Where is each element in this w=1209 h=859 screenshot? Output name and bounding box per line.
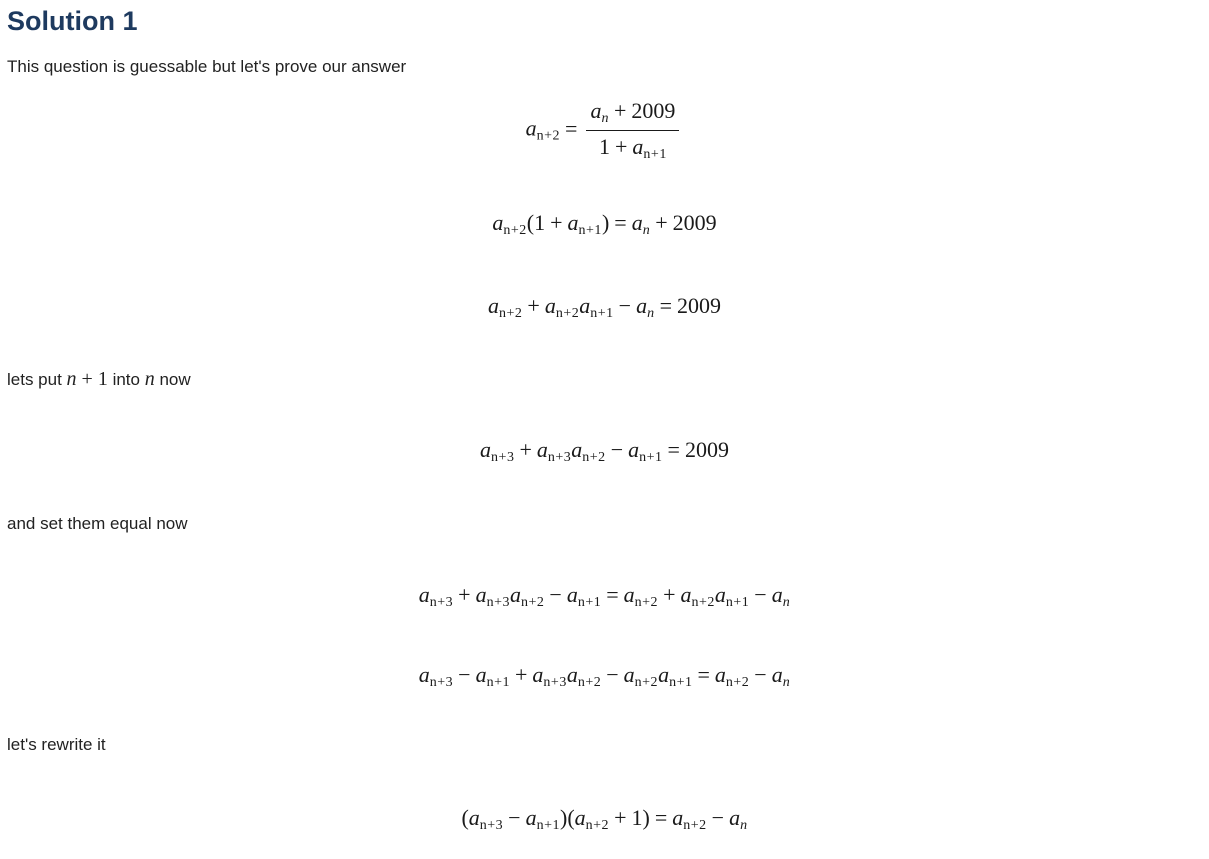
- solution-title: Solution 1: [7, 6, 138, 36]
- equation-shifted: $a_{n+3} + a_{n+3}a_{n+2} - a_{n+1} = 2009$: [480, 437, 729, 465]
- fraction: $\frac{a_n + 2009}{1 + a_{n+1}}$: [586, 98, 679, 163]
- equation-expanded: $a_{n+2} + a_{n+2}a_{n+1} - a_n = 2009$: [488, 293, 721, 321]
- equation-recurrence: $a_{n+2}$ = $\frac{a_n + 2009}{1 + a_{n+1}}$: [0, 98, 1209, 163]
- equation-rearranged: $a_{n+3} - a_{n+1} + a_{n+3}a_{n+2} - a_{n+2}a_{n+1} = a_{n+2} - a_n$: [418, 662, 791, 690]
- equation-factored: $(a_{n+3} - a_{n+1})(a_{n+2} + 1) = a_{n+2} - a_n$: [461, 805, 748, 833]
- substitute-step-text: lets put n + 1 into n now: [7, 368, 191, 390]
- equation-set-equal: $a_{n+3} + a_{n+3}a_{n+2} - a_{n+1} = a_{n+2} + a_{n+2}a_{n+1} - a_n$: [418, 582, 791, 610]
- intro-text: This question is guessable but let's prove our answer: [7, 57, 407, 76]
- rewrite-step-text: let's rewrite it: [7, 735, 106, 754]
- set-equal-step-text: and set them equal now: [7, 514, 188, 533]
- equation-multiplied: $a_{n+2}(1 + a_{n+1}) = a_n + 2009$: [492, 210, 717, 238]
